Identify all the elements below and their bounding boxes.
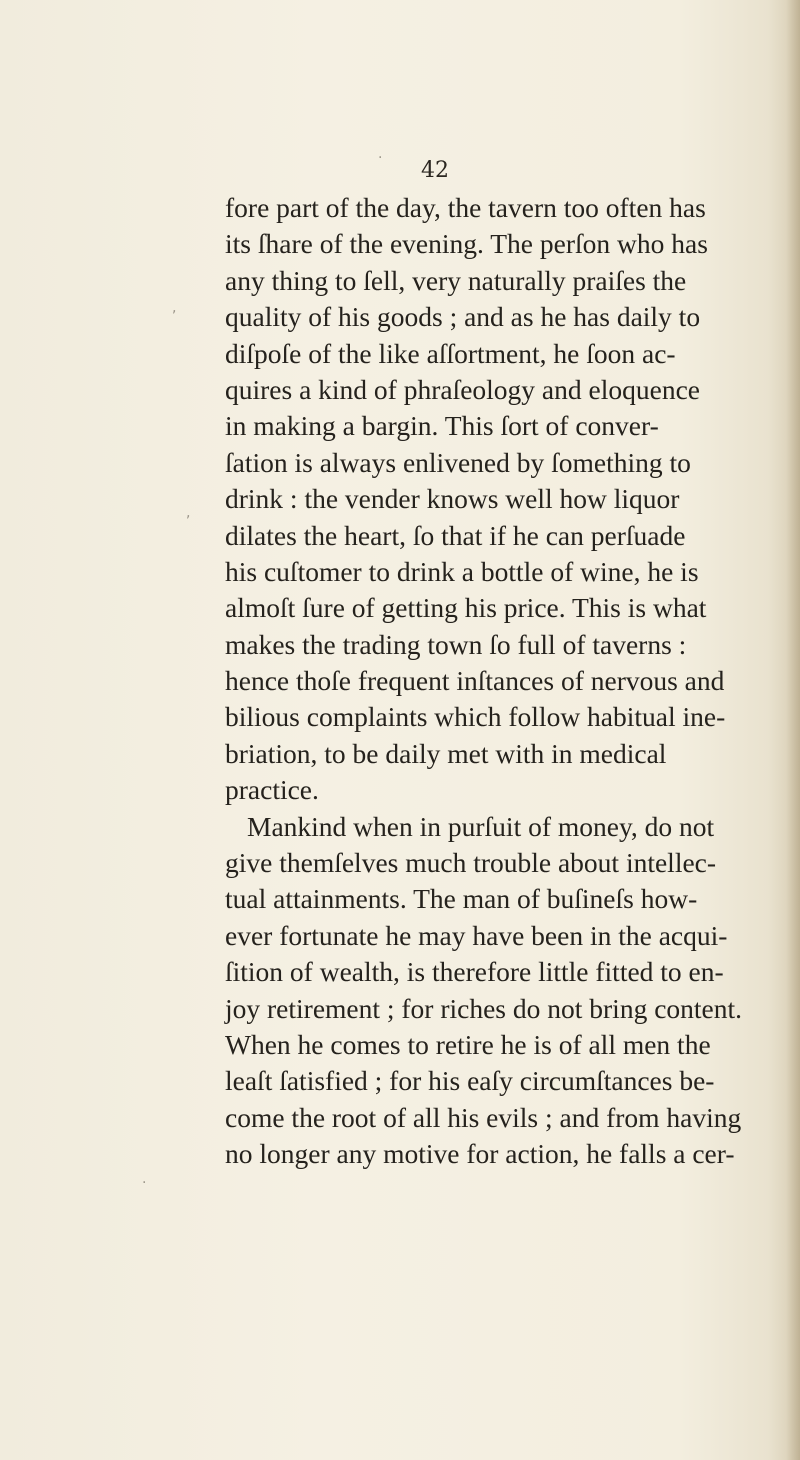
text-line: quires a kind of phraſeology and eloquence — [225, 373, 700, 405]
ink-speck: · — [142, 1175, 147, 1191]
margin-mark: , — [186, 505, 191, 521]
margin-mark: , — [172, 300, 177, 316]
text-line: diſpoſe of the like aſſortment, he ſoon ac- — [225, 337, 676, 369]
page-edge-shadow — [786, 0, 800, 1460]
text-line: almoſt ſure of getting his price. This is what — [225, 592, 707, 624]
ink-speck: · — [378, 150, 383, 166]
text-line: briation, to be daily met with in medical — [225, 737, 667, 769]
text-line: ever fortunate he may have been in the acqui- — [225, 919, 728, 951]
body-text — [225, 190, 743, 1173]
paragraph-start-line: Mankind when in purſuit of money, do not — [247, 810, 715, 842]
text-line: give themſelves much trouble about intellec- — [225, 847, 717, 879]
text-line: hence thoſe frequent inſtances of nervous and — [225, 665, 725, 697]
text-line: ſition of wealth, is therefore little fitted to en- — [225, 956, 724, 988]
text-line: his cuſtomer to drink a bottle of wine, he is — [225, 555, 699, 587]
text-line: come the root of all his evils ; and from having — [225, 1101, 742, 1133]
paragraph-end-line: practice. — [225, 774, 319, 806]
text-line: quality of his goods ; and as he has daily to — [225, 301, 701, 333]
page-number: 42 — [421, 158, 449, 183]
text-line: makes the trading town ſo full of taverns : — [225, 628, 687, 660]
text-line: any thing to ſell, very naturally praiſes the — [225, 264, 687, 296]
text-line: ſation is always enlivened by ſomething to — [225, 446, 691, 478]
text-line: bilious complaints which follow habitual ine- — [225, 701, 726, 733]
text-line: joy retirement ; for riches do not bring content. — [225, 992, 743, 1024]
text-line: no longer any motive for action, he falls a cer- — [225, 1138, 735, 1170]
text-line: When he comes to retire he is of all men the — [225, 1028, 711, 1060]
text-line: tual attainments. The man of buſineſs how- — [225, 883, 698, 915]
text-line: drink : the vender knows well how liquor — [225, 483, 680, 515]
text-line: leaſt ſatisfied ; for his eaſy circumſtances be- — [225, 1065, 715, 1097]
text-line: in making a bargin. This ſort of conver- — [225, 410, 659, 442]
text-line: its ſhare of the evening. The perſon who has — [225, 228, 708, 260]
text-line: fore part of the day, the tavern too often has — [225, 192, 706, 223]
text-line: dilates the heart, ſo that if he can perſuade — [225, 519, 686, 551]
